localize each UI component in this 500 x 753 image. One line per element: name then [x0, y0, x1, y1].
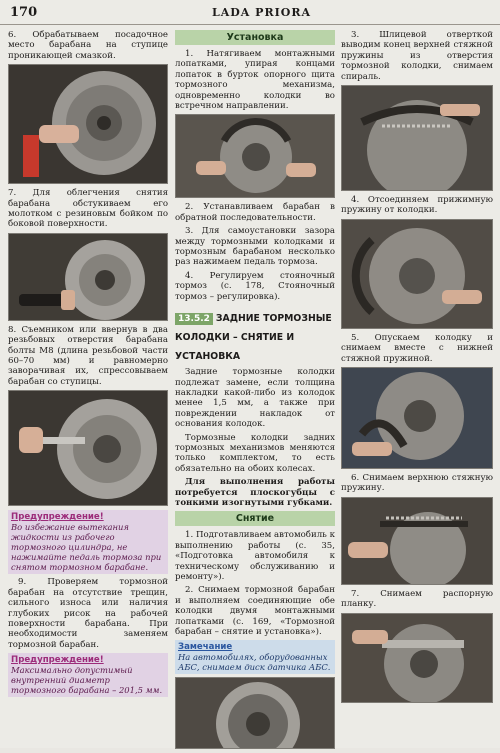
install-step-4: 4. Регулируем стояночный тормоз (с. 178, Стояночный тормоз – регулировка).: [175, 270, 335, 302]
photo-drum-bolts: [8, 390, 168, 506]
warning-text-2: Максимально допустимый внутренний диаметр тормозного барабана – 201,5 мм.: [11, 665, 163, 696]
page-number: 170: [10, 5, 38, 20]
install-step-3: 3. Для самоустановки зазора между тормозными колодками и тормозным барабаном несколько раз нажимаем педаль тормоза.: [175, 226, 335, 268]
removal-step-1: 1. Подготавливаем автомобиль к выполнению работы (с. 35, «Подготовка автомобиля к техническому обслуживанию и ремонту»).: [175, 530, 335, 582]
photo-drum-lubrication: [8, 64, 168, 184]
warning-box-1: [8, 510, 168, 574]
warning-title-1: Предупреждение!: [11, 512, 104, 523]
removal-heading: Снятие: [175, 511, 335, 526]
removal-step-7: 7. Снимаем распорную планку.: [341, 588, 493, 610]
section-number: 13.5.2: [175, 313, 213, 325]
removal-step-6: 6. Снимаем верхнюю стяжную пружину.: [341, 473, 493, 494]
install-step-1: 1. Натягиваем монтажными лопатками, упирая концами лопаток в бурток опорного щита тормозного механизма, одновременно колодки во встречном направлении.: [175, 49, 335, 112]
note-text: На автомобилях, оборудованных АБС, снимаем диск датчика АБС.: [178, 652, 331, 673]
install-heading: Установка: [175, 30, 335, 45]
removal-step-2: 2. Снимаем тормозной барабан и выполняем соединяющие обе колодки двумя монтажными лопатками (с. 169, «Тормозной барабан – снятие и установка»).: [175, 585, 335, 638]
removal-step-5: 5. Опускаем колодку и снимаем вместе с нижней стяжной пружиной.: [341, 332, 493, 364]
note-title: Замечание: [178, 642, 233, 653]
section-para-1: Задние тормозные колодки подлежат замене, если толщина накладки какой-либо из колодок менее 1,5 мм, а также при повреждении накладок от основания колодок.: [175, 367, 335, 430]
removal-step-4: 4. Отсоединяем прижимную пружину от колодки.: [341, 195, 493, 216]
section-para-2: Тормозные колодки задних тормозных механизмов меняются только комплектом, то есть обязательно на обоих колесах.: [175, 432, 335, 474]
running-title: LADA PRIORA: [212, 6, 311, 19]
section-heading: [175, 306, 335, 363]
photo-abs-disc: [175, 677, 335, 749]
photo-upper-spring: [341, 85, 493, 191]
note-box: [175, 640, 335, 674]
removal-step-3: 3. Шлицевой отверткой выводим конец верхней стяжной пружины из отверстия тормозной колодки, снимаем спираль.: [341, 30, 493, 82]
page-header: [0, 0, 500, 25]
photo-lower-spring: [341, 367, 493, 469]
warning-box-2: [8, 653, 168, 697]
column-middle: [175, 30, 335, 753]
section-title: ЗАДНИЕ ТОРМОЗНЫЕ КОЛОДКИ – СНЯТИЕ И УСТАНОВКА: [175, 313, 332, 363]
photo-upper-spring-removed: [341, 497, 493, 585]
photo-spacer-bar: [341, 613, 493, 703]
photo-hold-spring: [341, 219, 493, 329]
step-6: 6. Обрабатываем посадочное место барабана на ступице проникающей смазкой.: [8, 30, 168, 61]
warning-text-1: Во избежание вытекания жидкости из рабочего тормозного цилиндра, не нажимайте педаль тормоза при снятом тормозном барабане.: [11, 522, 162, 573]
photo-drum-hammer: [8, 233, 168, 321]
column-right: [341, 30, 493, 707]
step-7: 7. Для облегчения снятия барабана обстукиваем его молотком с резиновым бойком по боковой поверхности.: [8, 188, 168, 230]
column-left: [8, 30, 168, 700]
section-para-3: Для выполнения работы потребуется плоскогубцы с тонкими изогнутыми губками.: [175, 477, 335, 508]
step-9: 9. Проверяем тормозной барабан на отсутствие трещин, сильного износа или наличия глубоких рисок на рабочей поверхности барабана. При необходимости заменяем тормозной барабан.: [8, 577, 168, 650]
step-8: 8. Съемником или ввернув в два резьбовых отверстия барабана болты M8 (длина резьбовой части 60–70 мм) и равномерно заворачивая их, спрессовываем барабан со ступицы.: [8, 324, 168, 387]
warning-title-2: Предупреждение!: [11, 655, 104, 666]
photo-pads-spread: [175, 114, 335, 198]
install-step-2: 2. Устанавливаем барабан в обратной последовательности.: [175, 202, 335, 223]
